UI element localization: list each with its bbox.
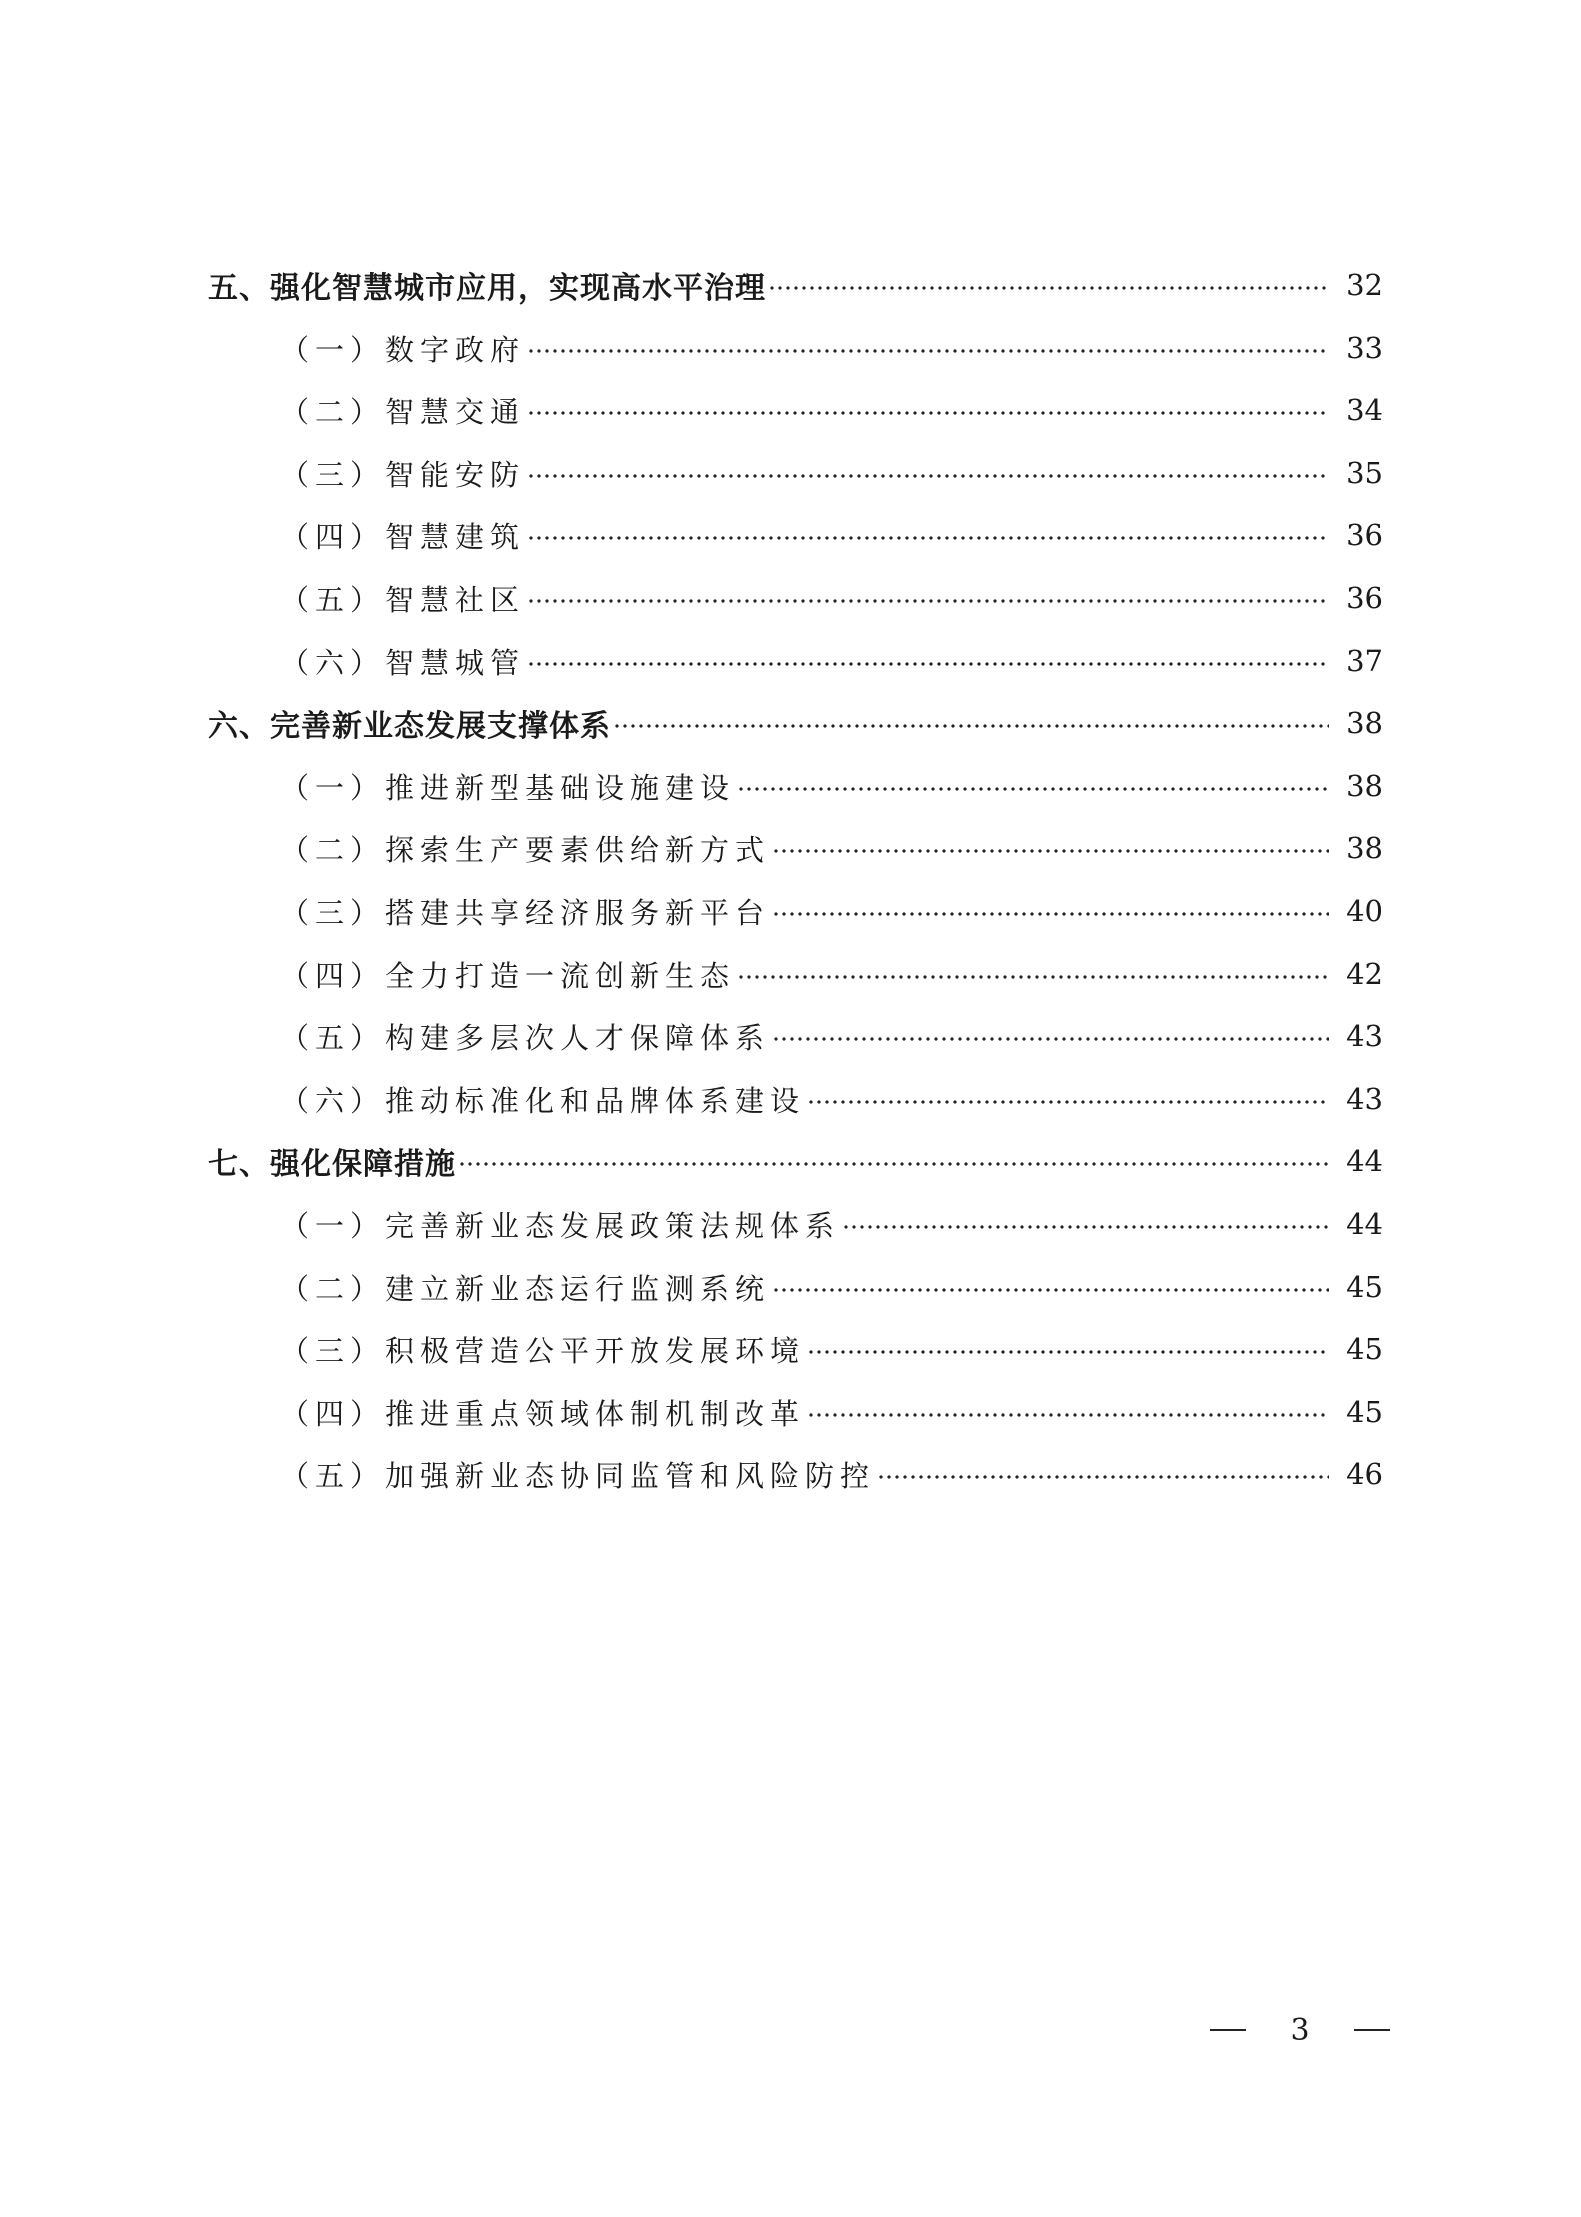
toc-entry-page-number: 44 — [1346, 1144, 1383, 1178]
toc-entry-title: 六、完善新业态发展支撑体系 — [208, 709, 611, 744]
toc-entry-title: （六）智慧城管 — [280, 645, 526, 680]
toc-section-entry[interactable] — [208, 1138, 1383, 1184]
toc-entry-title: （五）加强新业态协同监管和风险防控 — [280, 1458, 876, 1493]
toc-subsection-entry[interactable] — [280, 450, 1383, 496]
toc-subsection-entry[interactable] — [280, 825, 1383, 871]
toc-entry-page-number: 37 — [1346, 644, 1383, 678]
toc-dot-leader — [737, 975, 1329, 979]
toc-subsection-entry[interactable] — [280, 638, 1383, 684]
toc-entry-page-number: 43 — [1346, 1019, 1383, 1053]
toc-entry-title: （四）推进重点领域体制机制改革 — [280, 1396, 806, 1431]
toc-subsection-entry[interactable] — [280, 575, 1383, 621]
toc-subsection-entry[interactable] — [280, 1451, 1383, 1497]
toc-dot-leader — [527, 474, 1329, 478]
toc-dot-leader — [842, 1225, 1329, 1229]
toc-dot-leader — [807, 1100, 1329, 1104]
toc-dot-leader — [807, 1413, 1329, 1417]
toc-dot-leader — [527, 349, 1329, 353]
toc-dot-leader — [772, 1037, 1329, 1041]
toc-dot-leader — [527, 411, 1329, 415]
toc-subsection-entry[interactable] — [280, 888, 1383, 934]
toc-subsection-entry[interactable] — [280, 951, 1383, 997]
toc-entry-page-number: 40 — [1346, 894, 1383, 928]
toc-section-entry[interactable] — [208, 700, 1383, 746]
toc-subsection-entry[interactable] — [280, 1013, 1383, 1059]
toc-entry-title: （五）构建多层次人才保障体系 — [280, 1020, 771, 1055]
toc-dot-leader — [527, 599, 1329, 603]
toc-entry-title: （四）全力打造一流创新生态 — [280, 958, 736, 993]
toc-entry-page-number: 38 — [1346, 831, 1383, 865]
toc-dot-leader — [737, 787, 1329, 791]
toc-entry-page-number: 45 — [1346, 1332, 1383, 1366]
toc-dot-leader — [772, 912, 1329, 916]
toc-entry-title: （一）完善新业态发展政策法规体系 — [280, 1208, 841, 1243]
toc-dot-leader — [772, 849, 1329, 853]
toc-dot-leader — [527, 662, 1329, 666]
toc-entry-page-number: 34 — [1346, 393, 1383, 427]
right-dash — [1354, 2029, 1390, 2031]
toc-dot-leader — [527, 536, 1329, 540]
toc-entry-title: （三）智能安防 — [280, 457, 526, 492]
toc-entry-title: （二）建立新业态运行监测系统 — [280, 1271, 771, 1306]
page-footer — [1210, 2010, 1390, 2050]
toc-entry-page-number: 43 — [1346, 1082, 1383, 1116]
toc-entry-title: （三）搭建共享经济服务新平台 — [280, 895, 771, 930]
toc-subsection-entry[interactable] — [280, 1201, 1383, 1247]
toc-entry-page-number: 44 — [1346, 1207, 1383, 1241]
toc-entry-page-number: 46 — [1346, 1457, 1383, 1491]
toc-entry-page-number: 33 — [1346, 331, 1383, 365]
toc-entry-page-number: 45 — [1346, 1270, 1383, 1304]
toc-entry-title: （三）积极营造公平开放发展环境 — [280, 1333, 806, 1368]
toc-dot-leader — [772, 1288, 1329, 1292]
toc-dot-leader — [807, 1350, 1329, 1354]
page-number: 3 — [1290, 2012, 1310, 2048]
toc-subsection-entry[interactable] — [280, 1389, 1383, 1435]
toc-entry-title: （一）数字政府 — [280, 332, 526, 367]
toc-entry-title: （二）探索生产要素供给新方式 — [280, 832, 771, 867]
toc-subsection-entry[interactable] — [280, 1326, 1383, 1372]
toc-entry-title: （四）智慧建筑 — [280, 519, 526, 554]
toc-entry-title: （一）推进新型基础设施建设 — [280, 770, 736, 805]
toc-entry-title: （六）推动标准化和品牌体系建设 — [280, 1083, 806, 1118]
toc-subsection-entry[interactable] — [280, 1076, 1383, 1122]
toc-entry-title: 五、强化智慧城市应用，实现高水平治理 — [208, 271, 766, 306]
toc-entry-title: 七、强化保障措施 — [208, 1147, 456, 1182]
toc-entry-page-number: 35 — [1346, 456, 1383, 490]
toc-subsection-entry[interactable] — [280, 763, 1383, 809]
toc-section-entry[interactable] — [208, 262, 1383, 308]
toc-dot-leader — [458, 1162, 1329, 1166]
toc-dot-leader — [613, 724, 1329, 728]
left-dash — [1210, 2029, 1246, 2031]
toc-subsection-entry[interactable] — [280, 512, 1383, 558]
toc-entry-page-number: 38 — [1346, 706, 1383, 740]
toc-entry-title: （二）智慧交通 — [280, 394, 526, 429]
toc-entry-page-number: 45 — [1346, 1395, 1383, 1429]
toc-dot-leader — [877, 1475, 1329, 1479]
toc-entry-page-number: 38 — [1346, 769, 1383, 803]
toc-subsection-entry[interactable] — [280, 387, 1383, 433]
toc-entry-page-number: 32 — [1346, 268, 1383, 302]
toc-subsection-entry[interactable] — [280, 325, 1383, 371]
toc-entry-page-number: 42 — [1346, 957, 1383, 991]
toc-dot-leader — [768, 286, 1329, 290]
toc-subsection-entry[interactable] — [280, 1264, 1383, 1310]
toc-entry-page-number: 36 — [1346, 518, 1383, 552]
toc-entry-page-number: 36 — [1346, 581, 1383, 615]
toc-entry-title: （五）智慧社区 — [280, 582, 526, 617]
